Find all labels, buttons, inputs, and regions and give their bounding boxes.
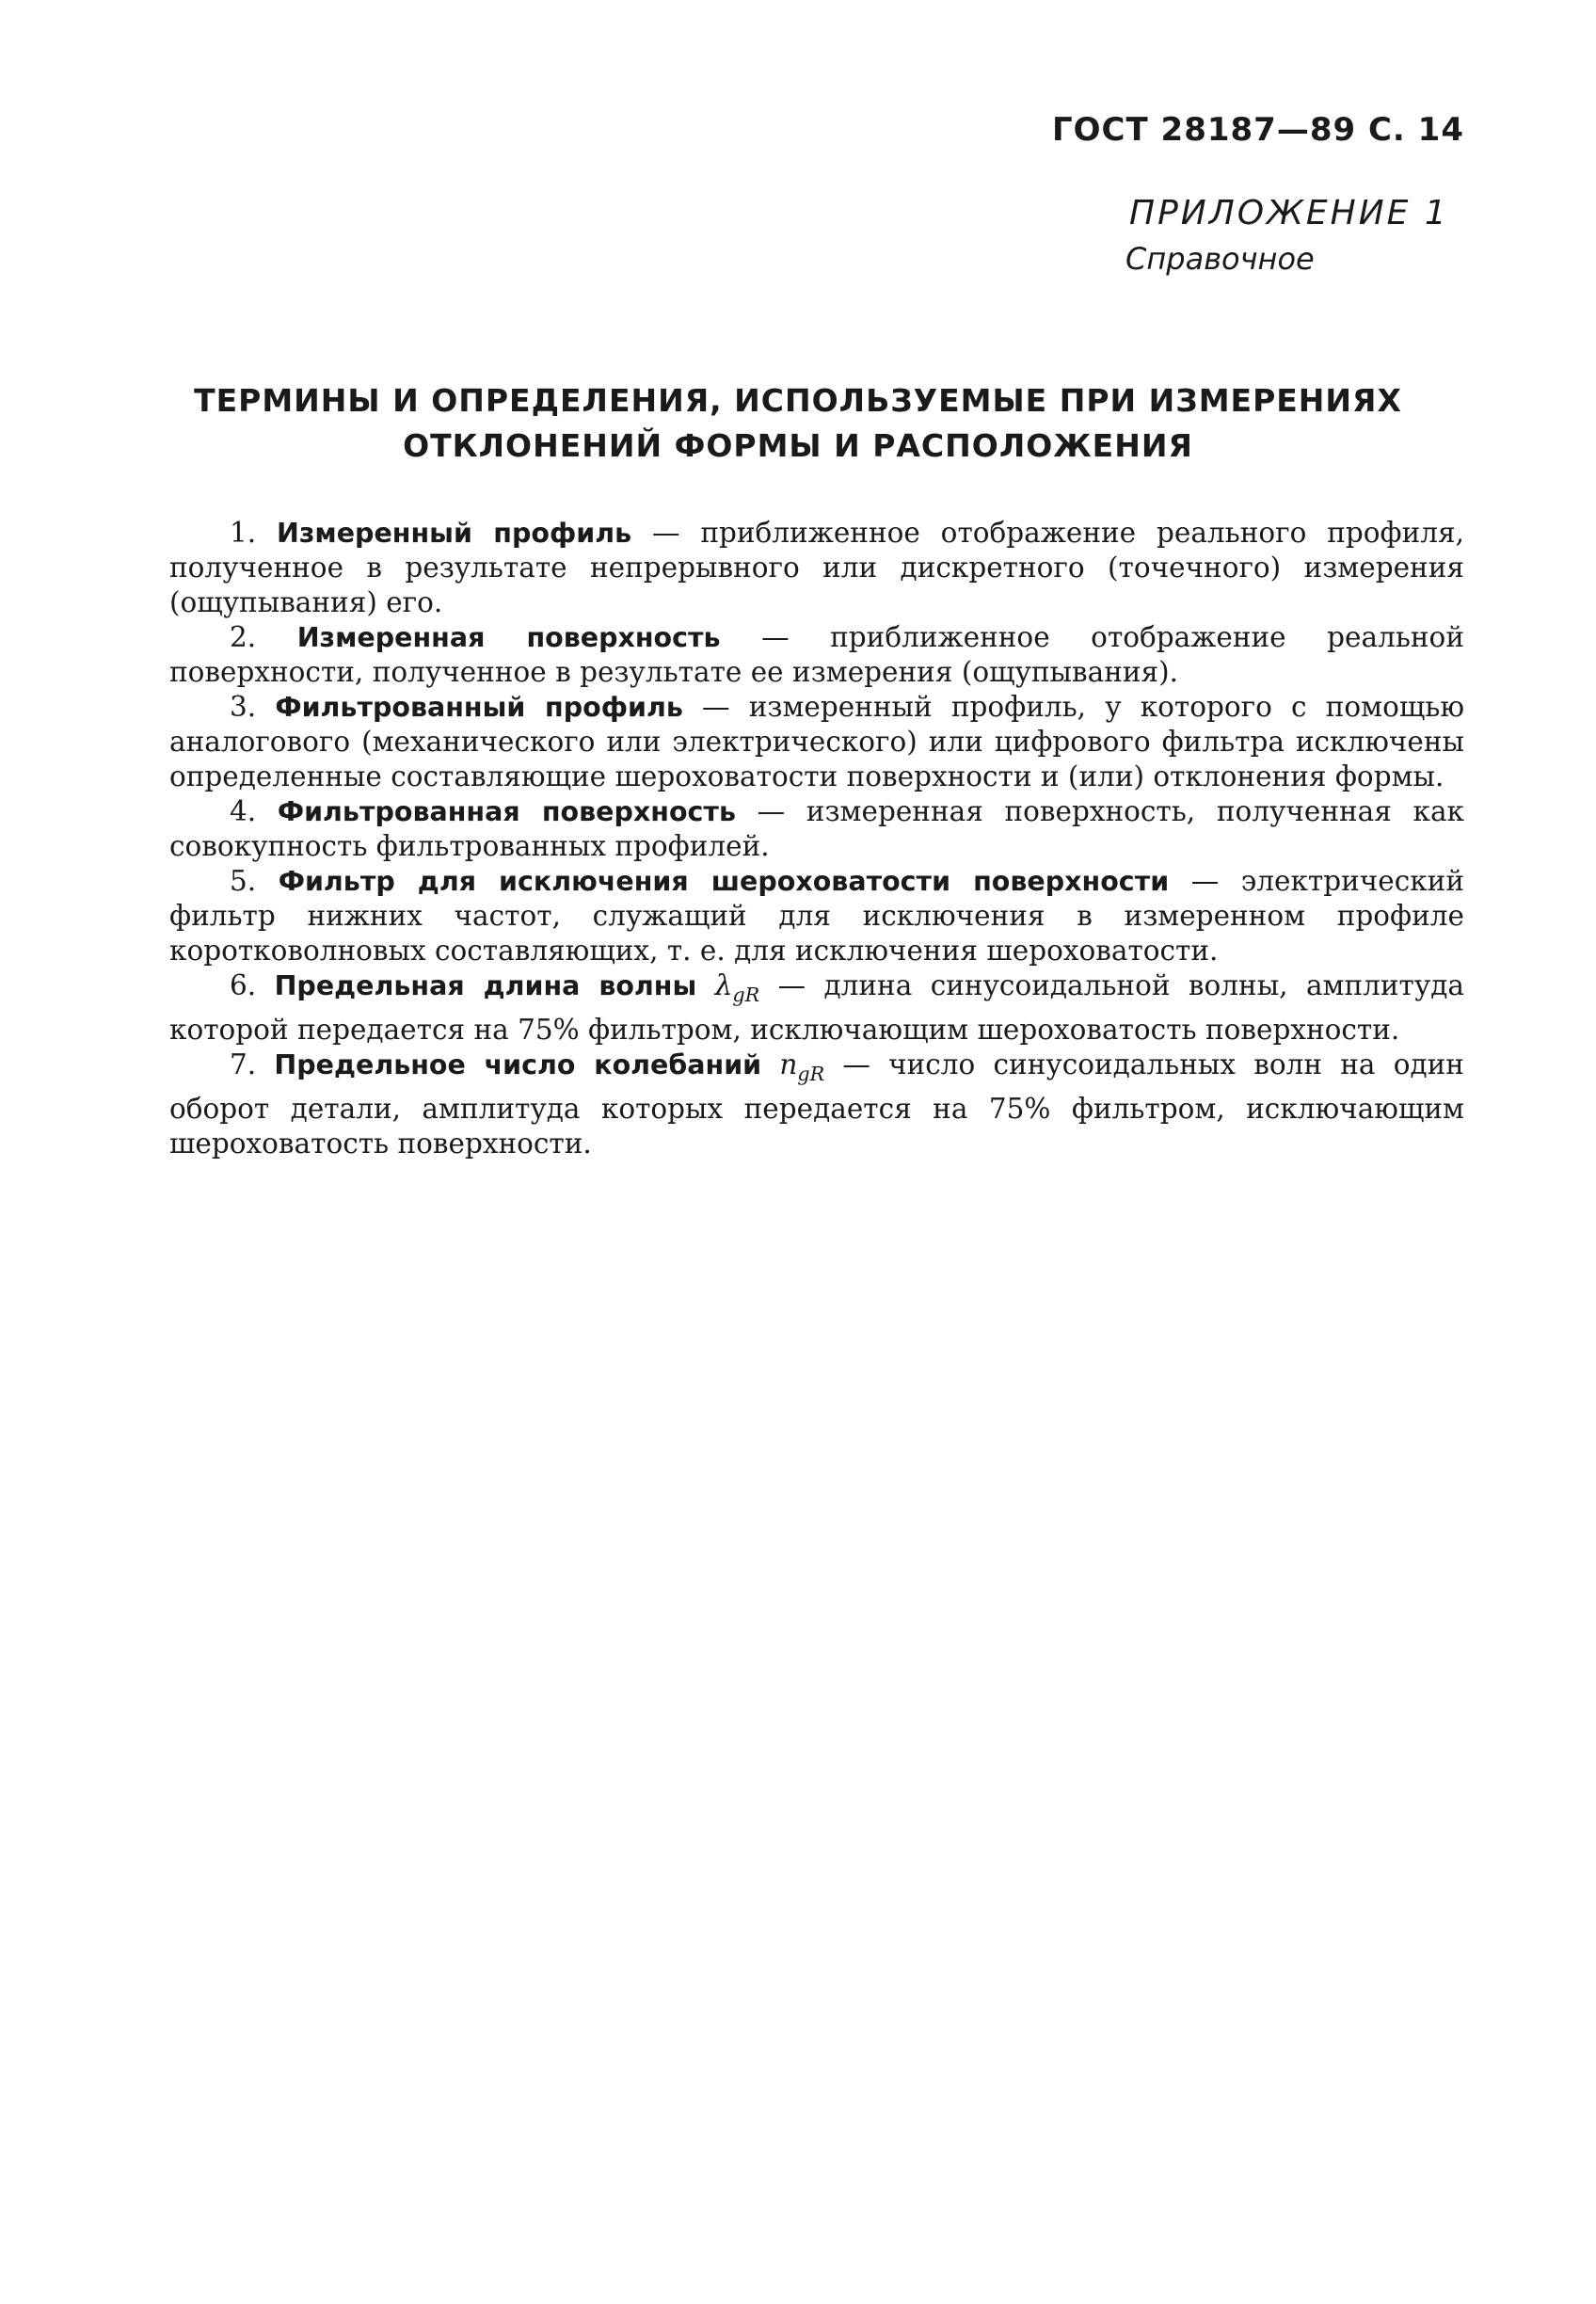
term-name: Предельное число колебаний [274, 1048, 762, 1080]
term-definition: — длина синусоидальной волны, амплитуда которой передается на 75% фильтром, исключающим шероховатость поверхности. [169, 969, 1464, 1046]
term-number: 1. [230, 517, 257, 549]
title-line-2: ОТКЛОНЕНИЙ ФОРМЫ И РАСПОЛОЖЕНИЯ [403, 427, 1193, 464]
term-number: 5. [230, 865, 257, 897]
term-number: 2. [230, 621, 257, 653]
term-name: Фильтр для исключения шероховатости поверхности [278, 866, 1170, 897]
term-number: 4. [230, 795, 257, 827]
page-header-standard: ГОСТ 28187—89 С. 14 [1051, 111, 1464, 149]
term-item-1 [169, 516, 1464, 620]
term-name: Предельная длина волны [274, 970, 697, 1001]
term-definition: — приближенное отображение реального профиля, полученное в результате непрерывного или дискретного (точечного) измерения (ощупывания) его. [169, 517, 1464, 618]
title-line-1: ТЕРМИНЫ И ОПРЕДЕЛЕНИЯ, ИСПОЛЬЗУЕМЫЕ ПРИ ИЗМЕРЕНИЯХ [194, 382, 1402, 419]
appendix-label: ПРИЛОЖЕНИЕ 1 [1129, 194, 1449, 232]
term-name: Фильтрованный профиль [275, 692, 683, 723]
term-definition: — число синусоидальных волн на один оборот детали, амплитуда которых передается на 75% фильтром, исключающим шероховатость поверхности. [169, 1048, 1464, 1160]
term-item-3 [169, 690, 1464, 794]
symbol-subscript: gR [732, 983, 760, 1006]
term-item-5 [169, 864, 1464, 968]
terms-list [169, 516, 1464, 1161]
term-number: 7. [230, 1048, 257, 1080]
term-number: 3. [230, 691, 257, 723]
term-item-2 [169, 620, 1464, 690]
term-symbol [714, 969, 760, 1006]
term-item-6 [169, 968, 1464, 1048]
term-name: Измеренный профиль [277, 518, 632, 549]
term-item-4 [169, 794, 1464, 864]
term-name: Фильтрованная поверхность [277, 796, 736, 827]
term-definition: — измеренная поверхность, полученная как совокупность фильтрованных профилей. [169, 795, 1464, 862]
term-definition: — электрический фильтр нижних частот, служащий для исключения в измеренном профиле коротковолновых составляющих, т. е. для исключения шероховатости. [169, 865, 1464, 967]
term-number: 6. [230, 969, 257, 1001]
term-symbol [779, 1048, 825, 1085]
term-definition: — приближенное отображение реальной поверхности, полученное в результате ее измерения (ощупывания). [169, 621, 1464, 688]
term-definition: — измеренный профиль, у которого с помощью аналогового (механического или электрического) или цифрового фильтра исключены определенные составляющие шероховатости поверхности и (или) отклонения формы. [169, 691, 1464, 792]
appendix-type: Справочное [1125, 241, 1315, 277]
symbol-base: n [779, 1048, 798, 1080]
term-item-7 [169, 1048, 1464, 1161]
symbol-base: λ [714, 969, 733, 1001]
document-title [113, 378, 1483, 469]
symbol-subscript: gR [797, 1062, 825, 1085]
term-name: Измеренная поверхность [296, 622, 721, 653]
